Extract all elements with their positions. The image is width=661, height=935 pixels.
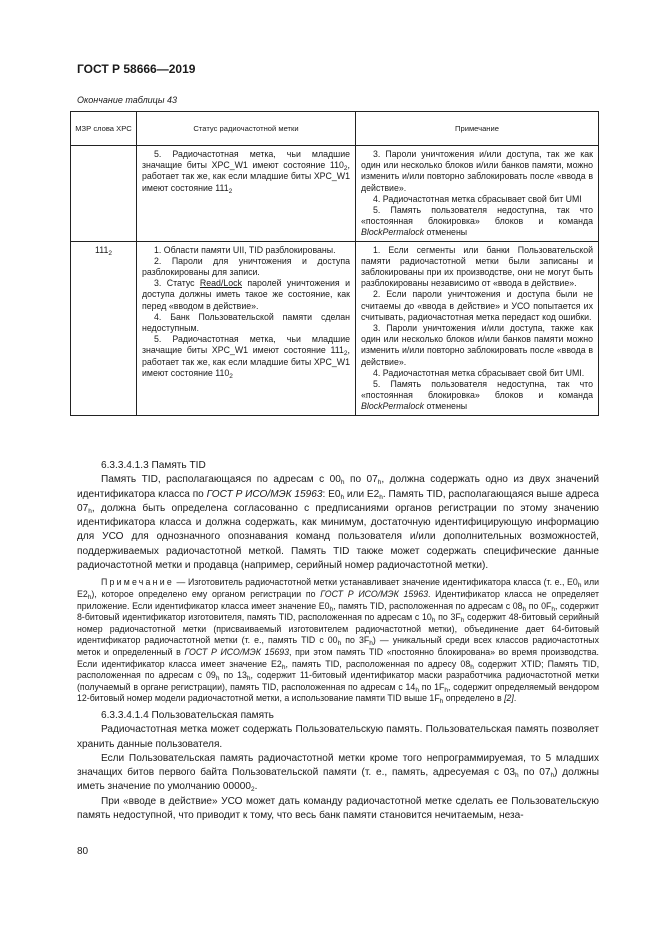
col-header-msb: МЗР слова XPC <box>71 112 137 146</box>
section-heading-tid: 6.3.3.4.1.3 Память TID <box>101 460 206 471</box>
col-header-status: Статус радиочастотной метки <box>137 112 356 146</box>
table-43-continuation <box>70 111 599 416</box>
document-header: ГОСТ Р 58666—2019 <box>77 62 196 76</box>
user-paragraph-1: Радиочастотная метка может содержать Пользовательскую память. Пользовательская память позволяет хранить данные пользователя. <box>77 724 599 750</box>
row2-note-cell: 1. Если сегменты или банки Пользовательской памяти радиочастотной метки были записаны и заблокированы при их производстве, они не могут быть разблокированы независимо от «ввода в действие». 2. Если пароли уничтожения и доступа были не считаемы до «ввода в действие» и УСО попытается их считывать, радиочастотная метка передаст код ошибки. 3. Пароли уничтожения и/или доступа, также как один или несколько блоков и/или банков памяти можно изменить и/или повторно заблокировать после «ввода в действие». 4. Радиочастотная метка сбрасывает свой бит UMI. 5. Память пользователя недоступна, так что «постоянная блокировка» блоков и команда BlockPermalock отменены <box>356 241 599 415</box>
table-row <box>71 146 599 242</box>
page-number: 80 <box>77 846 89 857</box>
table-header-row <box>71 112 599 146</box>
col-header-note: Примечание <box>356 112 599 146</box>
row2-status-cell: 1. Области памяти UII, TID разблокированы. 2. Пароли для уничтожения и доступа разблокированы для записи. 3. Статус Read/Lock паролей уничтожения и доступа должны иметь такое же состояние, как перед «вводом в действие». 4. Банк Пользовательской памяти сделан недоступным. 5. Радиочастотная метка, чьи младшие значащие биты XPC_W1 имеют состояние $111_2$, работает так же, как если младшие биты XPC_W1 имеют состояние $110_2$ <box>137 241 356 415</box>
table-caption: Окончание таблицы 43 <box>77 95 177 105</box>
section-heading-user: 6.3.3.4.1.4 Пользовательская память <box>101 709 274 721</box>
user-paragraph-2: Если Пользовательская память радиочастотной метки кроме того непрограммируемая, то 5 младших значащих битов первого байта Пользовательской памяти (т. е., память, адресуемая с $03_h$ по $07_h$) должны иметь значение по умолчанию $00000_2$. <box>77 752 599 794</box>
row1-status-cell: 5. Радиочастотная метка, чьи младшие значащие биты XPC_W1 имеют состояние $110_2$, работает так же, как если младшие биты XPC_W1 имеют состояние $111_2$ <box>137 146 356 242</box>
user-paragraph-3: При «вводе в действие» УСО может дать команду радиочастотной метке сделать ее Пользовательскую память недоступной, что приводит к тому, что весь банк памяти становится нечитаемым, неза- <box>77 795 599 821</box>
row1-note-cell: 3. Пароли уничтожения и/или доступа, так же как один или несколько блоков и/или банков памяти, можно изменить и/или повторно заблокировать после «ввода в действие». 4. Радиочастотная метка сбрасывает свой бит UMI 5. Память пользователя недоступна, так что «постоянная блокировка» блоков и команда BlockPermalock отменены <box>356 146 599 242</box>
table-row <box>71 241 599 415</box>
row2-code-cell: $111_2$ <box>71 241 137 415</box>
body-text <box>77 458 599 823</box>
tid-paragraph: Память TID, располагающаяся по адресам с $00_h$ по $07_h$, должна содержать одно из двух значений идентификатора класса по ГОСТ Р ИСО/МЭК 15963: $E0_h$ или $E2_h$. Память TID, располагающаяся выше адреса $07_h$, должна быть определена согласованно с предписаниями органов регистрации по этому значению идентификатора класса и должна содержать, как минимум, достаточную идентифицирующую информацию для УСО для однозначного опознавания команд пользователя и/или дополнительных возможностей, поддерживаемых радиочастотной меткой. Память TID также может содержать специфические данные радиочастотной метки и продавца (например, серийный номер радиочастотной метки). <box>77 474 599 572</box>
tid-note: Примечание — Изготовитель радиочастотной метки устанавливает значение идентификатора класса (т. е., $E0_h$ или $E2_h$), которое определено ему органом регистрации по ГОСТ Р ИСО/МЭК 15963. Идентификатор класса не определяет приложение. Если идентификатор класса имеет значение $E0_h$, память TID, расположенная по адресам с $08_h$ по $0F_h$, содержит 8-битовый идентификатор изготовителя, память TID, расположенная по адресам с $10_h$ по $3F_h$ содержит 48-битовый серийный номер радиочастотной метки (присваиваемый изготовителем радиочастотной метки), объединение дает 64-битовый идентификатор радиочастотной метки (т. е., память TID с $00_h$ по $3F_h$) — уникальный среди всех классов радиочастотных меток и определенный в ГОСТ Р ИСО/МЭК 15693, при этом память TID «постоянно блокирована» во время производства. Если идентификатор класса имеет значение $E2_h$, память TID, расположенная по адресу $08_h$ содержит XTID; Память TID, расположенная по адресам с $09_h$ по $13_h$, содержит 11-битовый идентификатор маски разработчика радиочастотной метки (получаемый в органе регистрации), память TID, расположенная по адресам с $14_h$ по $1F_h$, содержит определяемый вендором 12-битовый номер модели радиочастотной метки, а использование памяти TID выше $1F_h$ определено в [2]. <box>77 577 600 706</box>
row1-code-cell <box>71 146 137 242</box>
